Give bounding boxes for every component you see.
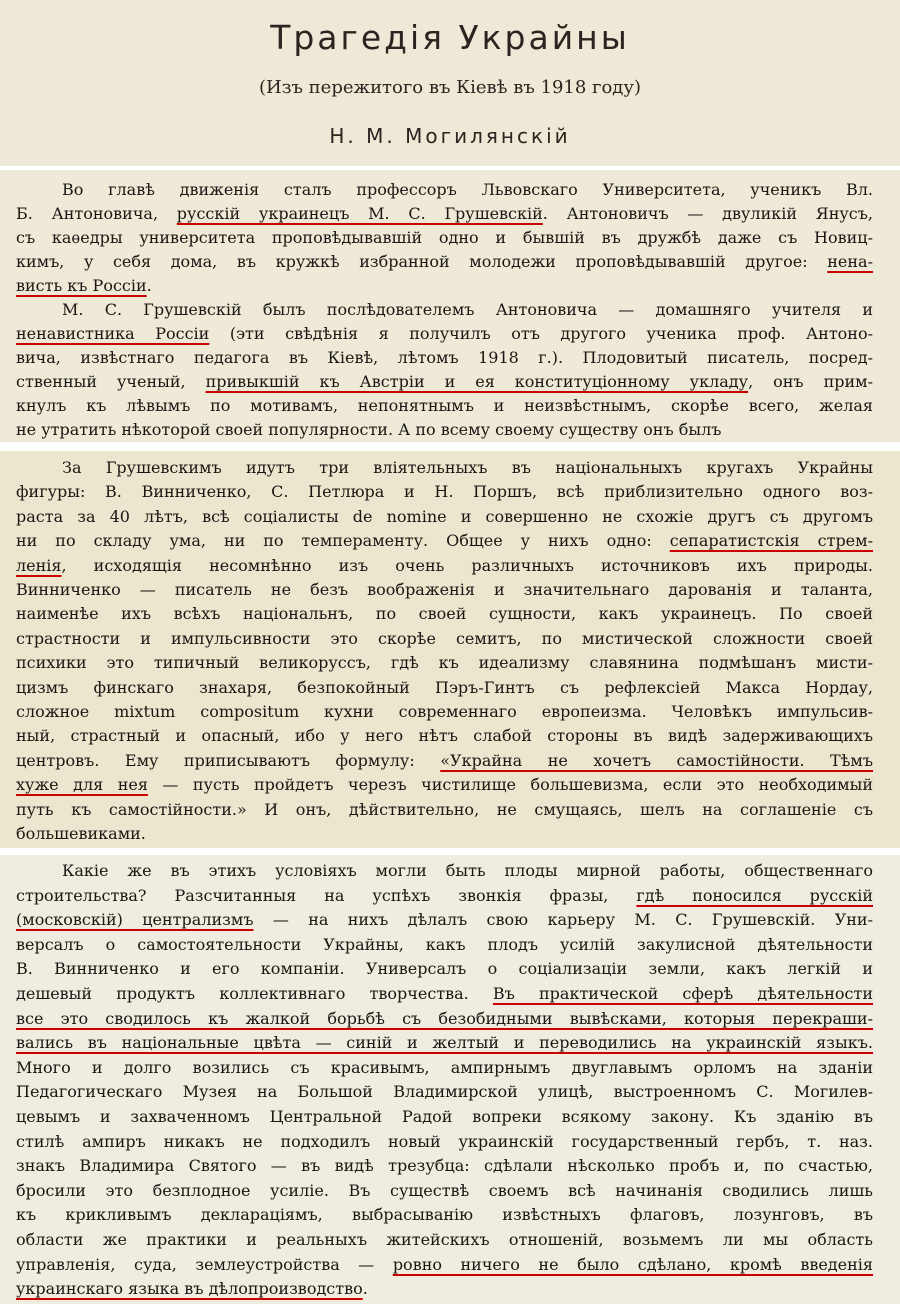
article-subtitle: (Изъ пережитого въ Кіевѣ въ 1918 году) [258, 77, 642, 98]
text-line [16, 1274, 873, 1304]
text-segment: вича, извѣстнаго педагога въ Кіевѣ, лѣтомъ 1918 г.). Плодовитый писатель, посред- [16, 348, 873, 367]
text-segment: — пусть пройдетъ черезъ чистилище большевизма, если это необходимый [147, 775, 873, 795]
text-segment: . [146, 276, 152, 295]
text-segment: Много и долго возились съ красивымъ, ампирнымъ двуглавымъ орломъ на зданіи [16, 1057, 873, 1077]
text-segment: знакъ Владимира Святого — въ видѣ трезубца: сдѣлали нѣсколько пробъ и, по счастью, [16, 1156, 873, 1176]
text-segment: фигуры: В. Винниченко, С. Петлюра и Н. Поршъ, всѣ приблизительно одного воз- [16, 482, 873, 502]
text-segment: наименѣе ихъ всѣхъ національнъ, по своей сущности, какъ украинецъ. По своей [16, 604, 873, 624]
text-segment: къ крикливымъ деклараціямъ, выбрасыванію извѣстныхъ флаговъ, лозунговъ, въ [16, 1205, 873, 1225]
text-segment: версалъ о самостоятельности Украйны, какъ плодъ усилій закулисной дѣятельности [16, 934, 873, 954]
text-segment: Винниченко — писатель не безъ воображенія и значительнаго дарованія и таланта, [16, 580, 873, 599]
text-segment: ственный ученый, [16, 372, 206, 391]
text-segment: , онъ прим- [748, 372, 873, 391]
text-segment: управленія, суда, землеустройства — [16, 1254, 393, 1274]
text-segment: , исходящія несомнѣнно изъ очень различныхъ источниковъ ихъ природы. [61, 555, 873, 575]
underlined-phrase: ненавистника Россіи [16, 324, 210, 343]
text-segment: Во главѣ движенія сталъ профессоръ Львовскаго Университета, ученикъ Вл. [62, 180, 873, 199]
header-panel [0, 0, 900, 166]
text-segment: Педагогическаго Музея на Большой Владимирской улицѣ, выстроенномъ С. Могилев- [16, 1082, 873, 1102]
text-segment: цевымъ и захваченномъ Центральной Радой вопреки всякому закону. Къ зданію въ [16, 1107, 873, 1126]
text-segment: цизмъ финскаго знахаря, безпокойный Пэръ-Гинтъ съ рефлексіей Макса Нордау, [16, 677, 873, 697]
article-author: Н. М. Могилянскій [329, 124, 571, 148]
text-segment: . Антоновичъ — двуликій Янусъ, [542, 204, 874, 223]
underlined-phrase: вались въ національные цвѣта — синій и желтый и переводились на украинскій языкъ. [16, 1033, 873, 1053]
text-segment: раста за 40 лѣтъ, всѣ соціалисты de nomine и совершенно не схожіе другъ съ другомъ [16, 506, 873, 526]
underlined-phrase: хуже для нея [16, 775, 148, 795]
underlined-phrase: ровно ничего не было сдѣлано, кромѣ введенія [392, 1254, 874, 1274]
text-segment: Какіе же въ этихъ условіяхъ могли быть плоды мирной работы, общественнаго [62, 861, 873, 880]
text-segment: не утратить нѣкоторой своей популярности. А по всему своему существу онъ былъ [16, 420, 722, 439]
text-segment: съ каѳедры университета проповѣдывавшій одно и бывшій въ дружбѣ даже съ Новиц- [16, 228, 873, 247]
underlined-phrase: привыкшій къ Австріи и ея конституціонному укладу [205, 372, 749, 391]
text-segment: психики это типичный великоруссъ, гдѣ къ идеализму славянина подмѣшанъ мисти- [16, 653, 873, 673]
underlined-phrase: висть къ Россіи [16, 276, 147, 295]
text-segment: М. С. Грушевскій былъ послѣдователемъ Антоновича — домашняго учителя и [62, 300, 873, 319]
text-segment: ни по складу ума, ни по темпераменту. Общее у нихъ одно: [16, 531, 670, 551]
underlined-phrase: «Украйна не хочетъ самостійности. Тѣмъ [440, 750, 873, 770]
passage-2 [0, 451, 900, 848]
text-segment: — на нихъ дѣлалъ свою карьеру М. С. Грушевскій. Уни- [253, 910, 873, 930]
text-segment: (эти свѣдѣнія я получилъ отъ другого ученика проф. Антоно- [209, 324, 874, 343]
text-segment: страстности и импульсивности это скорѣе семитъ, по мистической сложности своей [16, 628, 873, 648]
text-line [16, 415, 873, 442]
text-segment: ный, страстный и опасный, ибо у него нѣтъ слабой стороны въ видѣ задерживающихъ [16, 726, 873, 746]
article-title: Трагедія Украйны [270, 18, 630, 57]
text-segment: центровъ. Ему приписываютъ формулу: [16, 750, 441, 770]
text-line [16, 819, 873, 848]
text-segment: путь къ самостійности.» И онъ, дѣйствительно, не смущаясь, шелъ на соглашеніе съ [16, 799, 873, 819]
underlined-phrase: гдѣ поносился русскій [636, 885, 874, 905]
text-segment: строительства? Разсчитанныя на успѣхъ звонкія фразы, [16, 885, 637, 905]
passage-3 [0, 855, 900, 1304]
passage-1 [0, 170, 900, 442]
text-segment: области же практики и реальныхъ житейскихъ отношеній, возьмемъ ли мы область [16, 1230, 873, 1249]
text-segment: большевиками. [16, 824, 146, 843]
text-segment: кимъ, у себя дома, въ кружкѣ избранной молодежи проповѣдывавшій другое: [16, 252, 828, 271]
text-segment: бросили это безплодное усиліе. Въ существѣ своемъ всѣ начинанія сводились лишь [16, 1180, 873, 1200]
underlined-phrase: русскій украинецъ М. С. Грушевскій [176, 204, 543, 223]
underlined-phrase: ленія [16, 555, 62, 575]
underlined-phrase: украинскаго языка въ дѣлопроизводство [16, 1279, 363, 1299]
text-segment: Б. Антоновича, [16, 204, 177, 223]
underlined-phrase: нена- [827, 252, 873, 271]
underlined-phrase: (московскій) централизмъ [16, 910, 254, 930]
underlined-phrase: Въ практической сферѣ дѣятельности [492, 984, 873, 1003]
text-segment: стилѣ ампиръ никакъ не подходилъ новый украинскій государственный гербъ, т. наз. [16, 1131, 873, 1151]
text-segment: дешевый продуктъ коллективнаго творчества. [16, 984, 493, 1003]
text-segment: . [362, 1279, 368, 1299]
text-segment: В. Винниченко и его компаніи. Универсалъ о соціализаціи земли, какъ легкій и [16, 959, 873, 979]
underlined-phrase: все это сводилось къ жалкой борьбѣ съ безобидными вывѣсками, которыя перекраши- [16, 1008, 873, 1028]
text-segment: За Грушевскимъ идутъ три вліятельныхъ въ національныхъ кругахъ Украйны [62, 458, 873, 477]
text-segment: сложное mixtum compositum кухни современнаго европеизма. Человѣкъ импульсив- [16, 702, 873, 721]
text-segment: кнулъ къ лѣвымъ по мотивамъ, непонятнымъ и неизвѣстнымъ, скорѣе всего, желая [16, 396, 873, 415]
underlined-phrase: сепаратистскія стрем- [669, 531, 874, 551]
